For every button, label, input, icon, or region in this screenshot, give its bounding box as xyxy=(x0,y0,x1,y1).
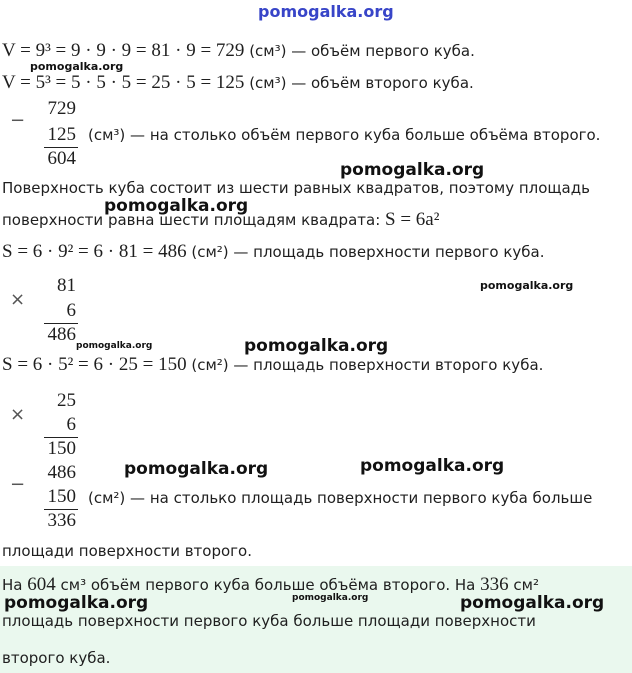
times-sign: × xyxy=(10,289,26,310)
watermark: pomogalka.org xyxy=(480,279,574,292)
column-mul2-bottom: 6 xyxy=(66,414,76,435)
watermark: pomogalka.org xyxy=(340,160,485,180)
minus-sign: − xyxy=(10,110,26,131)
watermark: pomogalka.org xyxy=(104,196,249,216)
surface-1-text: (см²) — площадь поверхности первого куба. xyxy=(186,243,545,261)
surface-text-2: поверхности равна шести площадям квадрата: xyxy=(2,211,386,229)
column-mul1-top: 81 xyxy=(57,275,76,296)
watermark: pomogalka.org xyxy=(244,336,389,356)
volume-1-formula: V = 9³ = 9 · 9 · 9 = 81 · 9 = 729 xyxy=(2,40,245,61)
column-sub1-bottom: 125 xyxy=(47,124,76,145)
watermark: pomogalka.org xyxy=(76,341,153,351)
minus-sign: − xyxy=(10,474,26,495)
answer-number-1: 604 xyxy=(27,574,56,595)
column-sub1-caption: (см³) — на столько объём первого куба больше объёма второго. xyxy=(88,126,601,144)
times-sign: × xyxy=(10,404,26,425)
volume-line-1 xyxy=(2,40,475,62)
answer-text: см³ объём первого куба больше объёма второго. На xyxy=(55,576,481,594)
surface-2-text: (см²) — площадь поверхности второго куба. xyxy=(186,356,544,374)
column-sub2-top: 486 xyxy=(47,462,76,483)
watermark: pomogalka.org xyxy=(360,456,505,476)
answer-text: На xyxy=(2,576,28,594)
volume-line-2 xyxy=(2,72,474,94)
watermark: pomogalka.org xyxy=(4,593,149,613)
column-sub2-bottom: 150 xyxy=(47,486,76,507)
answer-block xyxy=(0,566,632,673)
column-sub2-result: 336 xyxy=(47,510,76,531)
surface-line-1 xyxy=(2,241,545,263)
watermark: pomogalka.org xyxy=(124,459,269,479)
surface-formula: S = 6a² xyxy=(385,209,440,230)
surface-text-1: Поверхность куба состоит из шести равных квадратов, поэтому площадь xyxy=(2,179,590,197)
answer-text: см² xyxy=(508,576,540,594)
watermark: pomogalka.org xyxy=(30,60,124,73)
surface-1-formula: S = 6 · 9² = 6 · 81 = 486 xyxy=(2,241,187,262)
surface-line-2 xyxy=(2,354,543,376)
answer-line-2: площадь поверхности первого куба больше площади поверхности xyxy=(2,612,536,630)
volume-2-formula: V = 5³ = 5 · 5 · 5 = 25 · 5 = 125 xyxy=(2,72,245,93)
volume-1-text: (см³) — объём первого куба. xyxy=(244,42,475,60)
column-mul2-result: 150 xyxy=(47,438,76,459)
column-mul1-result: 486 xyxy=(47,324,76,345)
watermark: pomogalka.org xyxy=(460,593,605,613)
volume-2-text: (см³) — объём второго куба. xyxy=(244,74,474,92)
column-sub2-caption-2: площади поверхности второго. xyxy=(2,542,252,560)
column-mul1-bottom: 6 xyxy=(66,300,76,321)
column-sub2-caption: (см²) — на столько площадь поверхности первого куба больше xyxy=(88,489,593,507)
answer-line-3: второго куба. xyxy=(2,649,111,667)
column-sub1-top: 729 xyxy=(47,98,76,119)
column-sub1-result: 604 xyxy=(47,148,76,169)
watermark: pomogalka.org xyxy=(292,593,369,603)
column-mul2-top: 25 xyxy=(57,390,76,411)
surface-text-line-2 xyxy=(2,209,439,231)
watermark: pomogalka.org xyxy=(258,2,394,21)
answer-number-2: 336 xyxy=(480,574,509,595)
surface-2-formula: S = 6 · 5² = 6 · 25 = 150 xyxy=(2,354,187,375)
